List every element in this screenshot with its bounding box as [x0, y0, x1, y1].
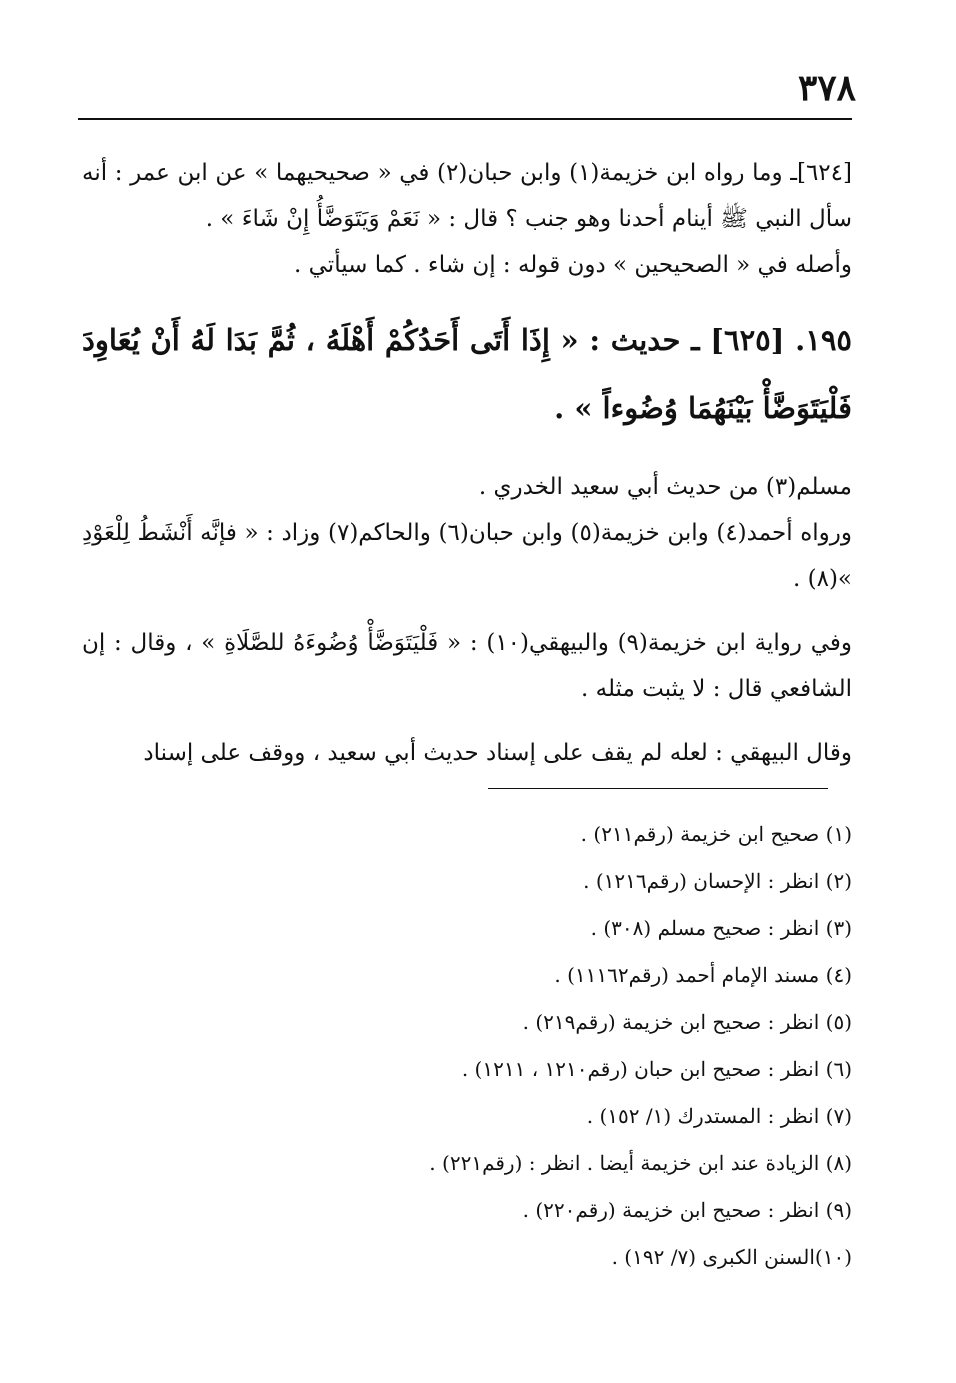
paragraph-hadith-624: [٦٢٤]ـ وما رواه ابن خزيمة(١) وابن حبان(٢) في « صحيحيهما » عن ابن عمر : أنه سأل النبي ﷺ أينام أحدنا وهو جنب ؟ قال : « نَعَمْ وَيَتَوَضَّأُ إِنْ شَاءَ » .	[82, 160, 852, 232]
footnote-item: (٣) انظر : صحيح مسلم (٣٠٨) .	[590, 916, 852, 940]
paragraph-origin-note: وأصله في « الصحيحين » دون قوله : إن شاء . كما سيأتي .	[294, 252, 852, 278]
footnote-item: (٢) انظر : الإحسان (رقم١٢١٦) .	[583, 869, 852, 893]
footnote-item: (٧) انظر : المستدرك (١/ ١٥٢) .	[586, 1104, 852, 1128]
paragraph-ahmad-narration: ورواه أحمد(٤) وابن خزيمة(٥) وابن حبان(٦) والحاكم(٧) وزاد : « فإنَّه أَنْشَطُ لِلْعَوْدِ »(٨) .	[82, 520, 852, 592]
footnote-item: (٩) انظر : صحيح ابن خزيمة (رقم٢٢٠) .	[522, 1198, 852, 1222]
paragraph-khuzaymah-narration: وفي رواية ابن خزيمة(٩) والبيهقي(١٠) : « فَلْيَتَوَضَّأْ وُضُوءَهُ للصَّلَاةِ » ، وقال : إن الشافعي قال : لا يثبت مثله .	[82, 630, 852, 702]
footnote-divider	[488, 788, 828, 789]
footnote-item: (٦) انظر : صحيح ابن حبان (رقم١٢١٠ ، ١٢١١) .	[461, 1057, 852, 1081]
page-number: ٣٧٨	[797, 67, 856, 109]
footnote-item: (١) صحيح ابن خزيمة (رقم٢١١) .	[580, 822, 852, 846]
footnote-item: (٤) مسند الإمام أحمد (رقم١١١٦٢) .	[554, 963, 852, 987]
footnote-item: (١٠)السنن الكبرى (٧/ ١٩٢) .	[611, 1245, 852, 1269]
footnote-item: (٥) انظر : صحيح ابن خزيمة (رقم٢١٩) .	[522, 1010, 852, 1034]
footnotes-list	[92, 812, 852, 1282]
footnote-item: (٨) الزيادة عند ابن خزيمة أيضا . انظر : (رقم٢٢١) .	[429, 1151, 852, 1175]
hadith-heading-195: ١٩٥. [٦٢٥] ـ حديث : « إِذَا أَتَى أَحَدُكُمْ أَهْلَهُ ، ثُمَّ بَدَا لَهُ أَنْ يُعَاوِدَ فَلْيَتَوَضَّأْ بَيْنَهُمَا وُضُوءاً » .	[82, 323, 852, 425]
header-divider	[78, 118, 852, 120]
paragraph-bayhaqi-comment: وقال البيهقي : لعله لم يقف على إسناد حديث أبي سعيد ، ووقف على إسناد	[143, 740, 852, 766]
main-text	[82, 150, 852, 776]
paragraph-muslim-source: مسلم(٣) من حديث أبي سعيد الخدري .	[478, 474, 852, 500]
